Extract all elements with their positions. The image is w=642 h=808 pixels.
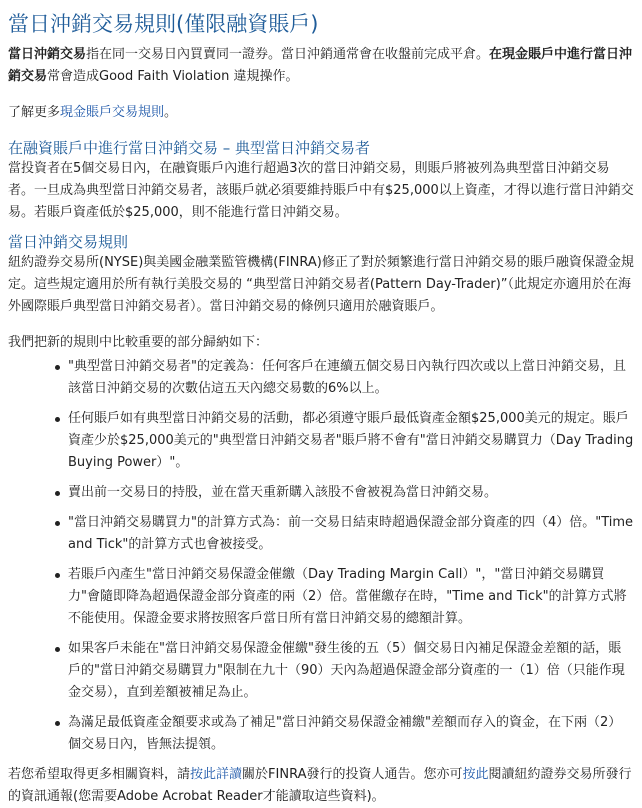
bullet-icon [55,417,60,422]
section-body-pattern-day-trader: 當投資者在5個交易日內，在融資賬戶內進行超過3次的當日沖銷交易，則賬戶將被列為典型當日沖銷交易者。一旦成為典型當日沖銷交易者，該賬戶就必須要維持賬戶中有$25,000以上資產，才得以進行當日沖銷交易。若賬戶資產低於$25,000，則不能進行當日沖銷交易。 [8,161,634,220]
rule-text: 為滿足最低資產金額要求或為了補足"當日沖銷交易保證金補繳"差額而存入的資金，在下兩（2）個交易日內，皆無法提領。 [68,715,622,752]
intro-bold-term: 當日沖銷交易 [8,47,87,62]
list-item [68,712,634,756]
section-heading-pattern-day-trader: 在融資賬戶中進行當日沖銷交易 – 典型當日沖銷交易者 [8,139,371,157]
finra-notice-link[interactable]: 按此詳讀 [190,767,243,782]
bullet-icon [55,573,60,578]
section-body-day-trading-rules: 紐約證券交易所(NYSE)與美國金融業監管機構(FINRA)修正了對於頻繁進行當日沖銷交易的賬戶融資保證金規定。這些規定適用於所有執行美股交易的 “典型當日沖銷交易者(Pattern Day-Trader)”（此規定亦適用於在海外國際賬戶典型當日沖銷交易者）。當日沖銷交易的條例只適用於融資賬戶。 [8,255,634,314]
rule-text: "當日沖銷交易購買力"的計算方式為：前一交易日結束時超過保證金部分資產的四（4）倍。"Time and Tick"的計算方式也會被接受。 [68,515,634,552]
rule-text: "典型當日沖銷交易者"的定義為：任何客戶在連續五個交易日內執行四次或以上當日沖銷交易，且該當日沖銷交易的次數佔這五天內總交易數的6%以上。 [68,359,626,396]
rule-text: 若賬戶內產生"當日沖銷交易保證金催繳（Day Trading Margin Call）"，"當日沖銷交易購買力"會隨即降為超過保證金部分資產的兩（2）倍。當催繳存在時，"Time and Tick"的計算方式將不能使用。保證金要求將按照客戶當日所有當日沖銷交易的總額計算。 [68,567,627,626]
list-item [68,564,634,630]
list-item [68,512,634,556]
rule-text: 賣出前一交易日的持股，並在當天重新購入該股不會被視為當日沖銷交易。 [68,485,498,500]
page-title: 當日沖銷交易規則(僅限融資賬戶) [8,12,319,36]
rule-text: 任何賬戶如有典型當日沖銷交易的活動，都必須遵守賬戶最低資產金額$25,000美元的規定。賬戶資產少於$25,000美元的"典型當日沖銷交易者"賬戶將不會有"當日沖銷交易購買力（Day Trading Buying Power）"。 [68,411,634,470]
section-heading-day-trading-rules: 當日沖銷交易規則 [8,233,129,251]
learn-more-suffix: 。 [164,105,178,120]
rules-list [8,356,634,756]
rule-text: 如果客戶未能在"當日沖銷交易保證金催繳"發生後的五（5）個交易日內補足保證金差額的話，賬戶的"當日沖銷交易購買力"限制在九十（90）天內為超過保證金部分資產的一（1）倍（只能作現金交易），直到差額被補足為止。 [68,641,625,700]
list-item [68,356,634,400]
learn-more-paragraph [8,102,634,124]
cash-account-rules-link[interactable]: 現金賬戶交易規則 [60,105,165,120]
bullet-icon [55,491,60,496]
footer-text-2: 關於FINRA發行的投資人通告。您亦可 [242,767,463,782]
summary-intro: 我們把新的規則中比較重要的部分歸納如下： [8,335,269,350]
bullet-icon [55,521,60,526]
list-item [68,638,634,704]
intro-bold-cash-account: 在現金賬戶中進行當日沖銷交易 [8,47,633,84]
list-item [68,482,634,504]
footer-text-1: 若您希望取得更多相關資料，請 [8,767,191,782]
nyse-bulletin-link[interactable]: 按此 [462,767,489,782]
intro-paragraph [8,44,634,88]
bullet-icon [55,721,60,726]
intro-text-2: 常會造成Good Faith Violation 違規操作。 [47,69,299,84]
footer-text-3: 閱讀紐約證券交易所發行的資訊通報(您需要Adobe Acrobat Reader才能讀取這些資料)。 [8,767,632,804]
bullet-icon [55,647,60,652]
footer-paragraph [8,764,634,808]
list-item [68,408,634,474]
learn-more-prefix: 了解更多 [8,105,61,120]
bullet-icon [55,365,60,370]
intro-text-1: 指在同一交易日內買賣同一證券。當日沖銷通常會在收盤前完成平倉。 [86,47,490,62]
